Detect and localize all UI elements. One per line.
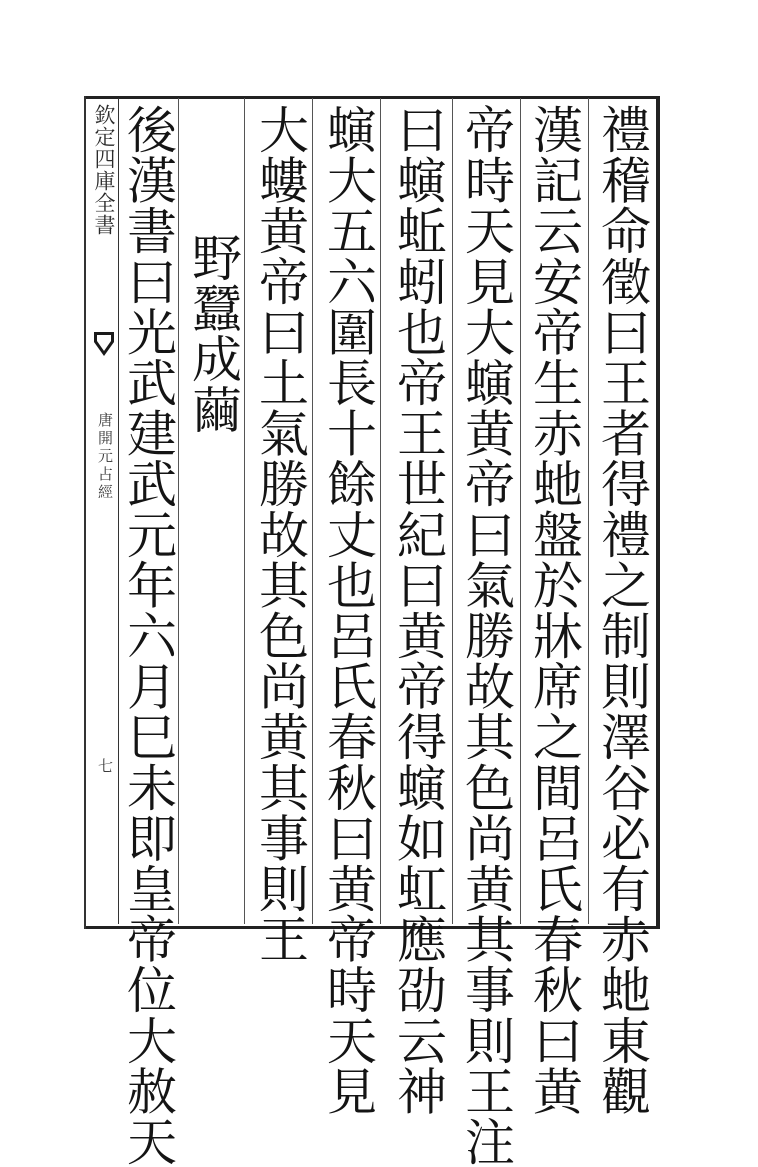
column-text: 禮稽命徵曰王者得禮之制則澤谷必有赤虵 <box>593 104 651 1015</box>
text-column-3 <box>456 104 516 1167</box>
column-text: 帝王世紀曰黄帝得螾如虹應劭云神 <box>389 357 447 1116</box>
frame-top-border <box>84 96 660 99</box>
column-heading: 野蠶成繭 <box>184 232 242 435</box>
column-rule <box>244 98 245 924</box>
column-rule <box>312 98 313 924</box>
fish-tail-icon <box>93 330 115 358</box>
text-column-5 <box>318 104 378 1116</box>
frame-right-border <box>656 96 660 929</box>
column-text: 帝時天見大螾黄帝曰氣勝故其色尚黄其事則王注 <box>457 104 515 1167</box>
text-column-1 <box>592 104 652 1116</box>
column-rule <box>588 98 589 924</box>
column-text: 大螻黄帝曰土氣勝故其色尚黄其事則王 <box>251 104 309 965</box>
book-title: 欽定四庫全書 <box>92 104 116 236</box>
column-text: 後漢書曰光武建武元年六月巳未即皇帝位大赦天 <box>119 104 177 1167</box>
column-text: 螾大五六圍長十餘丈也 <box>319 104 377 610</box>
column-text: 曰螾蚯蚓也 <box>389 104 447 357</box>
text-column-8 <box>118 104 178 1167</box>
text-column-6 <box>250 104 310 964</box>
column-text: 呂氏春秋曰黄 <box>525 812 583 1117</box>
frame-left-border <box>84 96 86 929</box>
text-column-4 <box>388 104 448 1116</box>
column-rule <box>380 98 381 924</box>
column-rule <box>520 98 521 924</box>
text-column-2 <box>524 104 584 1116</box>
column-rule <box>178 98 179 924</box>
column-rule <box>452 98 453 924</box>
column-text: 東觀 <box>593 1014 651 1117</box>
column-text: 漢記云安帝生赤虵盤於牀席之間 <box>525 104 583 813</box>
section-title: 唐開元占經 <box>96 412 114 502</box>
column-text: 呂氏春秋曰黄帝時天見 <box>319 610 377 1116</box>
text-column-7 <box>183 232 243 434</box>
page-number: 七 <box>96 758 114 773</box>
